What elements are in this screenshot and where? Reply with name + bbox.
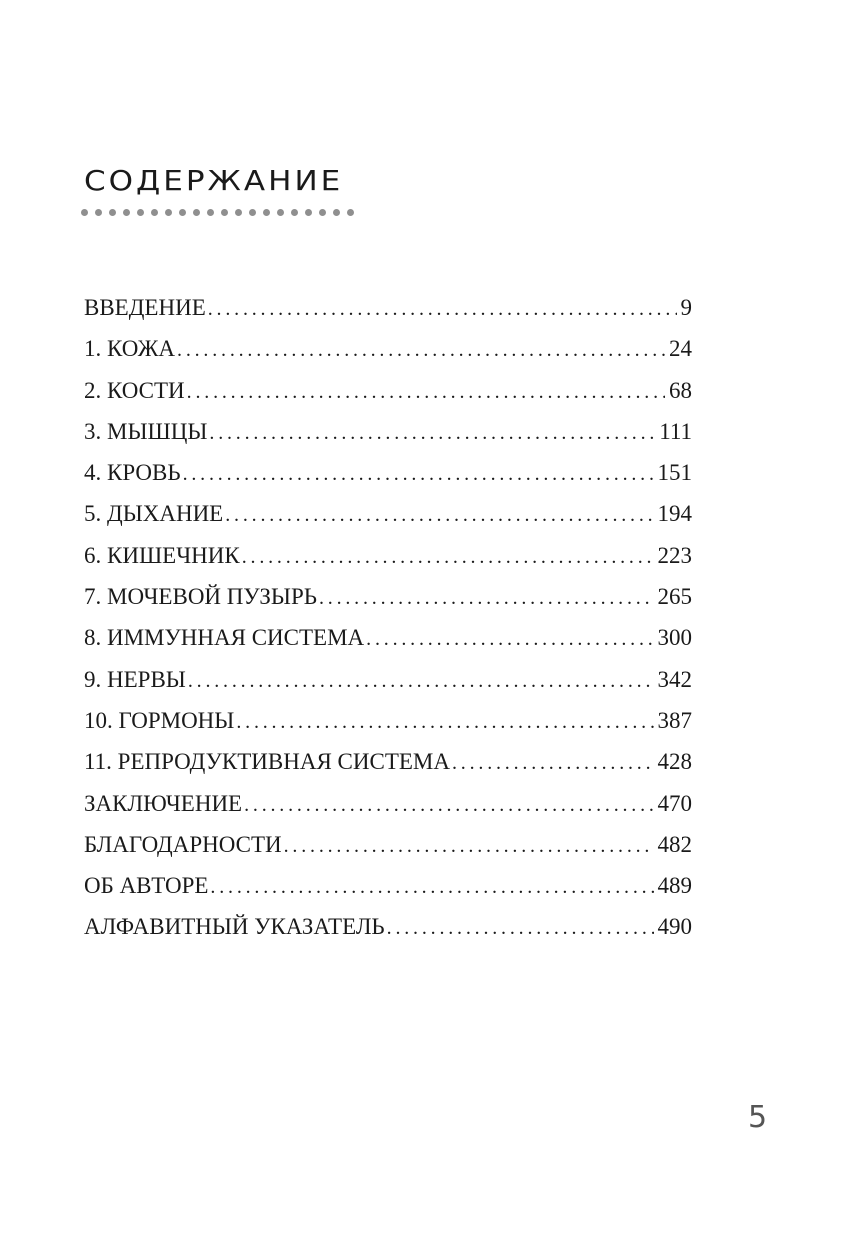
toc-entry-label: ЗАКЛЮЧЕНИЕ [84, 790, 243, 816]
toc-entry[interactable] [84, 375, 692, 416]
toc-entry-label: 4. КРОВЬ [84, 460, 181, 486]
toc-entry-label: ВВЕДЕНИЕ [84, 295, 206, 320]
toc-entry-label: 9. НЕРВЫ [84, 666, 186, 692]
toc-dot-leader [284, 830, 654, 862]
toc-dot-leader [319, 582, 654, 614]
toc-entry[interactable] [84, 292, 692, 333]
toc-entry[interactable] [84, 870, 692, 911]
toc-entry[interactable] [84, 416, 692, 457]
table-of-contents [84, 292, 692, 953]
toc-entry-label: 3. МЫШЦЫ [84, 418, 208, 444]
page-number: 5 [748, 1100, 768, 1135]
toc-entry-page: 489 [657, 873, 692, 899]
toc-entry-label: АЛФАВИТНЫЙ УКАЗАТЕЛЬ [84, 914, 385, 940]
toc-dot-leader [242, 541, 654, 573]
toc-dot-leader [387, 912, 654, 944]
toc-entry-page: 300 [657, 625, 692, 651]
toc-entry-page: 68 [669, 377, 692, 403]
toc-entry-label: ОБ АВТОРЕ [84, 873, 209, 899]
toc-entry-page: 490 [657, 914, 692, 940]
toc-entry[interactable] [84, 746, 692, 787]
toc-entry-label: 8. ИММУННАЯ СИСТЕМА [84, 625, 365, 651]
toc-entry[interactable] [84, 333, 692, 374]
toc-entry-page: 265 [657, 584, 692, 610]
toc-entry[interactable] [84, 911, 692, 952]
toc-entry-page: 151 [657, 460, 692, 486]
toc-dot-leader [209, 417, 655, 449]
toc-entry[interactable] [84, 457, 692, 498]
toc-entry-label: 7. МОЧЕВОЙ ПУЗЫРЬ [84, 584, 317, 610]
toc-entry-page: 482 [657, 831, 692, 857]
toc-entry-page: 9 [680, 295, 692, 320]
toc-entry-page: 24 [669, 336, 692, 362]
toc-entry[interactable] [84, 498, 692, 539]
toc-entry-label: 10. ГОРМОНЫ [84, 707, 235, 733]
toc-dot-leader [452, 747, 654, 779]
toc-entry-label: 5. ДЫХАНИЕ [84, 501, 224, 527]
toc-entry[interactable] [84, 540, 692, 581]
toc-entry-page: 342 [657, 666, 692, 692]
title-underline-dots [81, 209, 354, 216]
toc-entry-page: 470 [657, 790, 692, 816]
toc-dot-leader [244, 789, 653, 821]
page-title: содержание [84, 154, 344, 200]
toc-entry-label: 11. РЕПРОДУКТИВНАЯ СИСТЕМА [84, 749, 450, 775]
toc-entry-label: БЛАГОДАРНОСТИ [84, 831, 282, 857]
toc-dot-leader [187, 376, 665, 408]
toc-entry-page: 428 [657, 749, 692, 775]
toc-entry[interactable] [84, 705, 692, 746]
toc-dot-leader [183, 458, 654, 490]
toc-entry-page: 387 [657, 707, 692, 733]
toc-dot-leader [188, 665, 654, 697]
toc-dot-leader [210, 871, 653, 903]
toc-entry[interactable] [84, 788, 692, 829]
toc-dot-leader [236, 706, 653, 738]
toc-dot-leader [208, 293, 677, 325]
toc-entry-label: 1. КОЖА [84, 336, 176, 362]
toc-entry-label: 6. КИШЕЧНИК [84, 542, 240, 568]
toc-entry[interactable] [84, 581, 692, 622]
toc-entry-page: 111 [659, 418, 692, 444]
toc-dot-leader [177, 334, 665, 366]
toc-entry-page: 223 [657, 542, 692, 568]
toc-dot-leader [225, 499, 653, 531]
toc-entry[interactable] [84, 622, 692, 663]
toc-entry-label: 2. КОСТИ [84, 377, 185, 403]
toc-entry[interactable] [84, 664, 692, 705]
toc-dot-leader [366, 623, 653, 655]
toc-entry[interactable] [84, 829, 692, 870]
toc-entry-page: 194 [657, 501, 692, 527]
